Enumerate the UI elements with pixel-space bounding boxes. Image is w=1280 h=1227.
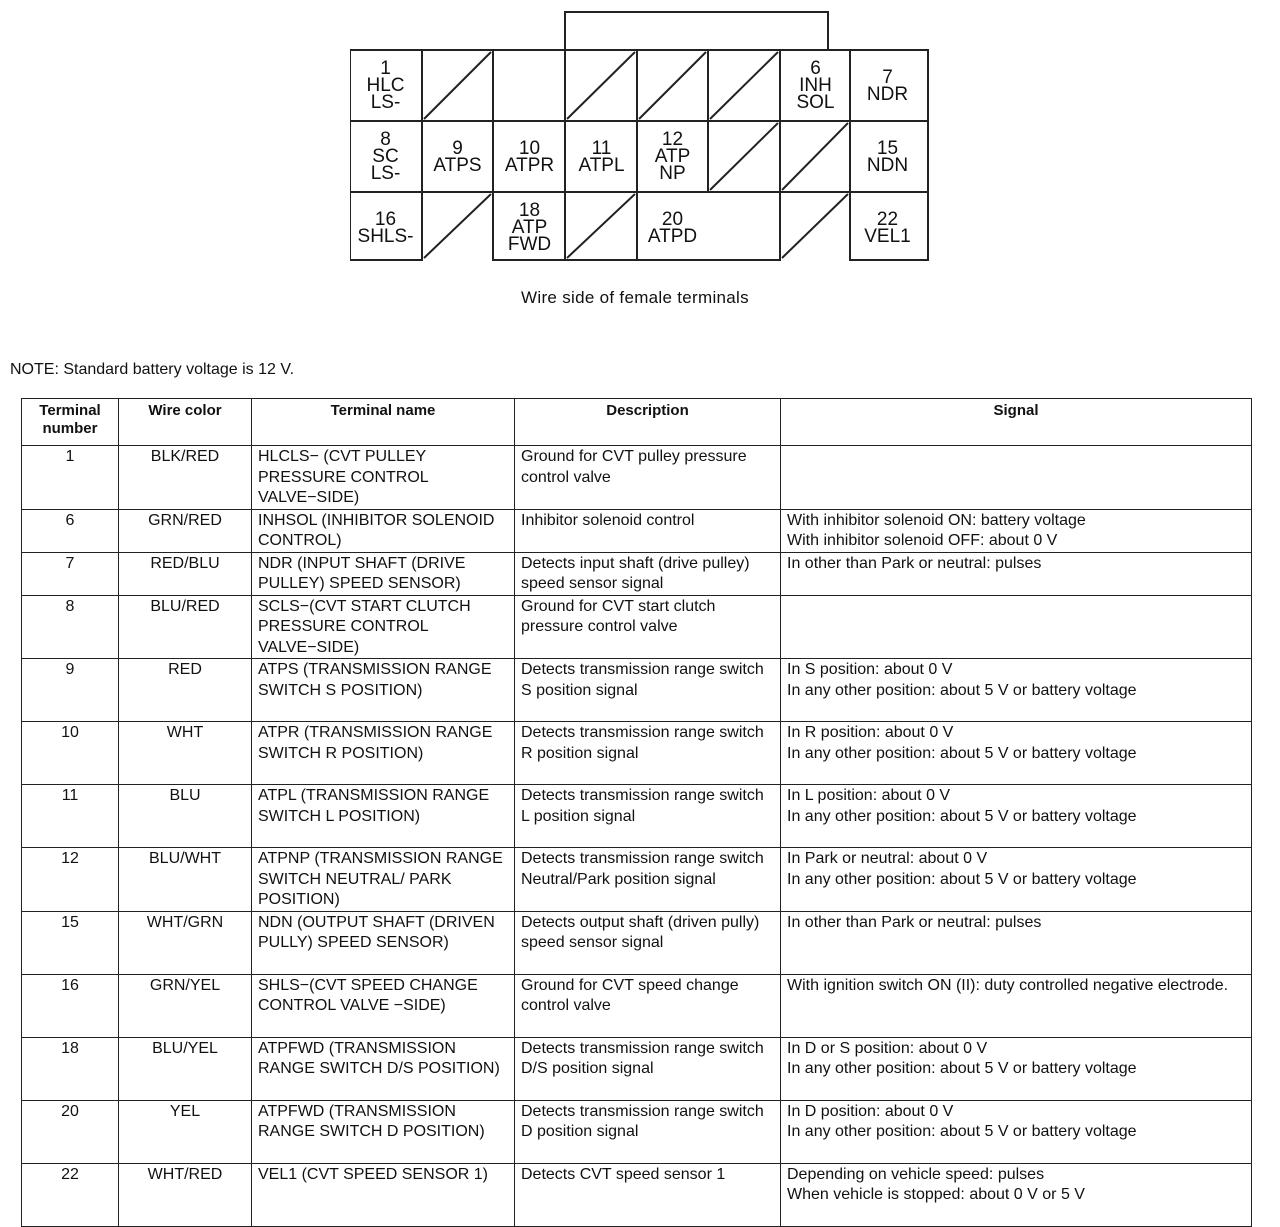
- terminal-number-cell: 8: [22, 595, 119, 659]
- description-cell: Ground for CVT speed change control valve: [515, 974, 781, 1037]
- pin-number: 12: [661, 129, 684, 150]
- pin-20: [637, 193, 708, 262]
- description-cell: Detects CVT speed sensor 1: [515, 1163, 781, 1226]
- pin-label: ATPR: [504, 154, 555, 176]
- wire-color-cell: WHT/GRN: [119, 911, 252, 974]
- pin-1: [350, 51, 421, 120]
- signal-cell: In D or S position: about 0 V In any other position: about 5 V or battery voltage: [781, 1037, 1252, 1100]
- terminal-number-cell: 22: [22, 1163, 119, 1226]
- pin-number: 18: [518, 200, 541, 221]
- terminal-number-cell: 6: [22, 509, 119, 552]
- terminal-number-cell: 18: [22, 1037, 119, 1100]
- signal-cell: In D position: about 0 V In any other position: about 5 V or battery voltage: [781, 1100, 1252, 1163]
- wire-color-cell: BLU: [119, 785, 252, 848]
- terminal-name-cell: SHLS−(CVT SPEED CHANGE CONTROL VALVE −SIDE): [252, 974, 515, 1037]
- terminal-number-cell: 16: [22, 974, 119, 1037]
- wire-color-cell: WHT: [119, 722, 252, 785]
- terminal-number-cell: 1: [22, 446, 119, 510]
- pin-label: NDR: [866, 83, 909, 105]
- table-row: [22, 509, 1252, 552]
- table-row: [22, 974, 1252, 1037]
- pin-label: ATP: [654, 146, 691, 167]
- pin-22: [852, 193, 923, 262]
- table-row: [22, 659, 1252, 722]
- signal-cell: In Park or neutral: about 0 V In any other position: about 5 V or battery voltage: [781, 848, 1252, 912]
- description-cell: Ground for CVT start clutch pressure control valve: [515, 595, 781, 659]
- pin-8: [350, 122, 421, 191]
- wire-color-cell: BLU/RED: [119, 595, 252, 659]
- pin-label: ATP: [511, 217, 548, 238]
- pin-label: NDN: [866, 154, 909, 176]
- pin-number: 9: [452, 137, 463, 159]
- description-cell: Inhibitor solenoid control: [515, 509, 781, 552]
- signal-cell: With ignition switch ON (II): duty controlled negative electrode.: [781, 974, 1252, 1037]
- pin-number: 6: [810, 58, 821, 79]
- pin-number: 15: [876, 137, 899, 159]
- terminal-name-cell: NDN (OUTPUT SHAFT (DRIVEN PULLY) SPEED SENSOR): [252, 911, 515, 974]
- pin-number: 8: [380, 129, 391, 150]
- pin-label: VEL1: [864, 225, 911, 247]
- description-cell: Detects transmission range switch D position signal: [515, 1100, 781, 1163]
- pin-6: [780, 51, 851, 120]
- pin-number: 11: [591, 137, 612, 159]
- terminal-name-cell: VEL1 (CVT SPEED SENSOR 1): [252, 1163, 515, 1226]
- terminal-name-cell: ATPNP (TRANSMISSION RANGE SWITCH NEUTRAL/ PARK POSITION): [252, 848, 515, 912]
- pin-number: 16: [374, 208, 397, 230]
- terminal-name-cell: SCLS−(CVT START CLUTCH PRESSURE CONTROL VALVE−SIDE): [252, 595, 515, 659]
- wire-color-cell: RED/BLU: [119, 552, 252, 595]
- table-row: [22, 1037, 1252, 1100]
- pin-number: 10: [518, 137, 541, 159]
- terminal-name-cell: INHSOL (INHIBITOR SOLENOID CONTROL): [252, 509, 515, 552]
- signal-cell: In other than Park or neutral: pulses: [781, 552, 1252, 595]
- terminal-number-cell: 11: [22, 785, 119, 848]
- description-cell: Detects transmission range switch R position signal: [515, 722, 781, 785]
- table-row: [22, 848, 1252, 912]
- wire-color-cell: BLK/RED: [119, 446, 252, 510]
- header-description: Description: [515, 399, 781, 446]
- signal-cell: [781, 446, 1252, 510]
- signal-cell: With inhibitor solenoid ON: battery voltage With inhibitor solenoid OFF: about 0 V: [781, 509, 1252, 552]
- pin-label: INH: [799, 75, 832, 96]
- table-row: [22, 785, 1252, 848]
- terminal-name-cell: ATPFWD (TRANSMISSION RANGE SWITCH D/S POSITION): [252, 1037, 515, 1100]
- table-row: [22, 446, 1252, 510]
- header-terminal-number: Terminal number: [22, 399, 119, 446]
- pin-label: LS-: [370, 92, 401, 113]
- table-body: [22, 446, 1252, 1227]
- wire-color-cell: YEL: [119, 1100, 252, 1163]
- table-row: [22, 722, 1252, 785]
- signal-cell: In L position: about 0 V In any other position: about 5 V or battery voltage: [781, 785, 1252, 848]
- pin-label: HLC: [366, 75, 405, 96]
- signal-cell: [781, 595, 1252, 659]
- pin-10: [494, 122, 565, 191]
- battery-note: NOTE: Standard battery voltage is 12 V.: [10, 361, 295, 378]
- terminal-name-cell: ATPL (TRANSMISSION RANGE SWITCH L POSITION): [252, 785, 515, 848]
- description-cell: Detects transmission range switch D/S position signal: [515, 1037, 781, 1100]
- wire-color-cell: GRN/YEL: [119, 974, 252, 1037]
- wire-color-cell: BLU/YEL: [119, 1037, 252, 1100]
- wire-color-cell: BLU/WHT: [119, 848, 252, 912]
- terminal-number-cell: 9: [22, 659, 119, 722]
- connector-diagram: [350, 10, 930, 262]
- pin-15: [852, 122, 923, 191]
- pin-18: [494, 193, 565, 262]
- pin-label: ATPL: [578, 154, 625, 176]
- terminal-name-cell: ATPR (TRANSMISSION RANGE SWITCH R POSITION): [252, 722, 515, 785]
- description-cell: Detects transmission range switch S position signal: [515, 659, 781, 722]
- table-row: [22, 911, 1252, 974]
- description-cell: Detects input shaft (drive pulley) speed sensor signal: [515, 552, 781, 595]
- pin-label: SOL: [796, 92, 835, 113]
- connector-caption: Wire side of female terminals: [521, 288, 749, 307]
- wire-color-cell: RED: [119, 659, 252, 722]
- terminal-name-cell: ATPFWD (TRANSMISSION RANGE SWITCH D POSITION): [252, 1100, 515, 1163]
- wire-color-cell: WHT/RED: [119, 1163, 252, 1226]
- terminal-number-cell: 15: [22, 911, 119, 974]
- terminal-name-cell: ATPS (TRANSMISSION RANGE SWITCH S POSITION): [252, 659, 515, 722]
- pin-11: [566, 122, 637, 191]
- header-terminal-name: Terminal name: [252, 399, 515, 446]
- pin-9: [422, 122, 493, 191]
- description-cell: Detects transmission range switch Neutral/Park position signal: [515, 848, 781, 912]
- table-header-row: [22, 399, 1252, 446]
- signal-cell: Depending on vehicle speed: pulses When vehicle is stopped: about 0 V or 5 V: [781, 1163, 1252, 1226]
- pin-number: 7: [882, 66, 893, 88]
- terminal-number-cell: 12: [22, 848, 119, 912]
- signal-cell: In other than Park or neutral: pulses: [781, 911, 1252, 974]
- pin-label: SHLS-: [357, 225, 414, 247]
- pin-7: [852, 51, 923, 120]
- pin-number: 1: [380, 58, 391, 79]
- table-row: [22, 595, 1252, 659]
- terminal-table: [21, 398, 1252, 1227]
- pin-label: ATPS: [433, 154, 482, 176]
- header-wire-color: Wire color: [119, 399, 252, 446]
- terminal-number-cell: 20: [22, 1100, 119, 1163]
- signal-cell: In S position: about 0 V In any other position: about 5 V or battery voltage: [781, 659, 1252, 722]
- description-cell: Detects output shaft (driven pully) speed sensor signal: [515, 911, 781, 974]
- table-row: [22, 1100, 1252, 1163]
- pin-12: [637, 122, 708, 191]
- pin-label: ATPD: [647, 225, 698, 247]
- pin-label: NP: [659, 163, 686, 184]
- pin-number: 20: [661, 208, 684, 230]
- pin-16: [350, 193, 421, 262]
- wire-color-cell: GRN/RED: [119, 509, 252, 552]
- pin-number: 22: [876, 208, 899, 230]
- pin-label: FWD: [507, 234, 552, 255]
- header-signal: Signal: [781, 399, 1252, 446]
- table-row: [22, 1163, 1252, 1226]
- description-cell: Ground for CVT pulley pressure control valve: [515, 446, 781, 510]
- description-cell: Detects transmission range switch L position signal: [515, 785, 781, 848]
- signal-cell: In R position: about 0 V In any other position: about 5 V or battery voltage: [781, 722, 1252, 785]
- table-row: [22, 552, 1252, 595]
- terminal-number-cell: 7: [22, 552, 119, 595]
- pin-label: SC: [372, 146, 399, 167]
- terminal-name-cell: NDR (INPUT SHAFT (DRIVE PULLEY) SPEED SENSOR): [252, 552, 515, 595]
- pin-label: LS-: [370, 163, 401, 184]
- terminal-number-cell: 10: [22, 722, 119, 785]
- terminal-name-cell: HLCLS− (CVT PULLEY PRESSURE CONTROL VALVE−SIDE): [252, 446, 515, 510]
